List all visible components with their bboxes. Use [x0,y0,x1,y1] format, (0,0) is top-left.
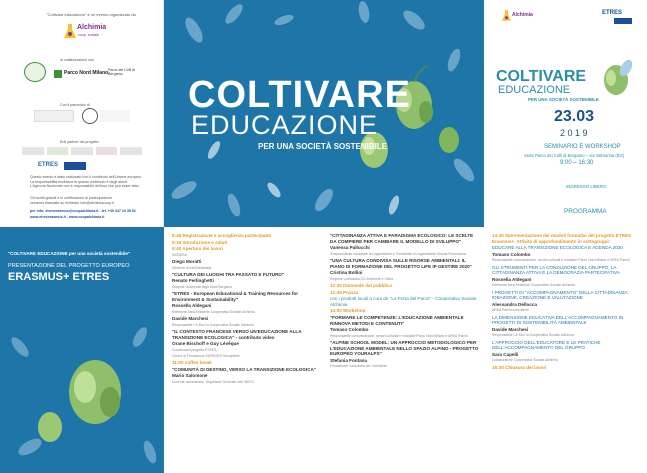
alchimia-small-logo: Alchimia [502,8,542,26]
program-item-n: Davide Marchesi [172,316,209,322]
program-item-n: Rossella Aldegani [172,303,212,309]
event-info-panel [484,0,647,227]
program-item-s: AREA Parchi consulente [492,308,529,313]
title-line2: EDUCAZIONE [498,84,571,96]
website-link[interactable]: www.etreserasmus.it - www.coopalchimia.it [30,215,105,219]
program-item-s: Referente Area Ambiente Cooperativa Sociale Alchimia [172,309,255,314]
program-item-n: Renato Ferlinghetti [172,278,214,284]
program-item-b: I PROGETTI DI "ACCOMPAGNAMENTO" DELLA CITTADINANZA: IDEAZIONE, CREAZIONE E VALUTAZIONE [492,289,630,301]
legambiente-logo [24,62,46,82]
program-item-s: MODERA [172,252,187,257]
contact-info[interactable]: per info: etreserasmus@coopalchimia.it - tel. +39 347 10 35 51 [30,209,136,213]
event-year: 2 0 1 9 [560,128,588,138]
program-item-o: 8:45 Registrazione e accoglienza partecipanti [172,233,272,238]
program-item-n: Tomaso Colombo [330,327,369,333]
program-item-n: Diego Moratti [172,258,202,264]
alchimia-name: Alchimia [77,24,107,31]
erasmus-logo [64,162,86,170]
program-item-h: "CITTADINANZA ATTIVA E PARADIGMA ECOLOGICO: LE SCELTE DA COMPIERE PER CAMBIARE IL MODELLO DI SVILUPPO" [330,233,474,244]
program-item-n: Tomaso Colombo [492,251,531,257]
program-item-o: 12:30 Domande dal pubblico [330,282,393,288]
disclaimer: Questo evento è stato realizzato con il contributo dell'Unione europea. La responsabilità esclusiva di quanto contenuto è degli autori. L'Agenzia Nazionale non è responsabile dell'uso che può esser fatto. [30,175,142,189]
alchimia-logo [64,22,107,40]
program-item-o: 14:30 Sperimentazione dei moduli formativi del progetto ETRES Erasmus+. Attività di approfondimento in sottogruppi: [492,233,632,244]
program-item-o: 16:30 Chiusura dei lavori [492,364,547,370]
program-item-n: Davide Marchesi [492,326,529,332]
patron-logo-1 [34,110,74,122]
program-item-n: Vanessa Pallucchi [330,245,370,251]
program-item-b: GLI STRUMENTI PER LA CONDUZIONE DEL GRUPPO, LA CITTADINANZA ATTIVA E LA DEMOCRAZIA PARTECIPATIVA [492,264,620,276]
sponsors-panel [0,0,164,227]
program-item-s: Fondazione Lombardia per l'Ambiente [330,364,388,369]
etres-small-logo: ETRES [602,10,623,16]
program-column-1 [172,233,322,386]
partner-label: Enti partner del progetto [60,140,99,144]
program-item-s: Collaboratrice Cooperativa Sociale Alchimia [492,358,558,363]
leaf-illustration [596,58,636,98]
cover-panel [164,0,484,227]
program-item-b: LA DIMENSIONE EDUCATIVA DELL'ACCOMPAGNAMENTO IN PROGETTI DI SOSTENIBILITÀ AMBIENTALE [492,314,624,326]
program-item-o: 11:00 coffee break [172,360,212,366]
project-panel [0,227,164,473]
program-item-n: Alessandra Dellocca [492,301,537,307]
program-item-s: Direttore di InfoSolidarietà [172,265,212,270]
program-item-h: "FORMARE LE COMPETENZE: L'EDUCAZIONE AMBIENTALE RINNOVA METODI E CONTENUTI" [330,314,464,326]
program-item-o: 12:45 Pranzo [330,289,359,295]
parco-nord-logo: Parco Nord Milano [64,70,109,76]
patronage-label: Con il patrocinio di [60,103,90,107]
program-item-s: Regione Lombardia DG Ambiente e Clima [330,276,394,281]
cover-title-line1: COLTIVARE [188,74,411,116]
program-item-s: Coordinatori progetto ETRES, [172,347,218,352]
program-item-s: Centro di Formazione SUPAGRO Montpellier [172,353,240,358]
event-date-day: 23.03 [554,108,595,125]
program-item-s: Referente Area Ambiente Cooperativa Sociale Alchimia [492,283,575,288]
etres-logo: ETRES [38,162,59,168]
title-line1: COLTIVARE [496,68,587,85]
register-note: Gli iscritti gratuiti e le certificazioni di partecipazione verranno rilasciate su richiesta: info@alchimiacoop.it [30,196,114,205]
parco-nord-icon [54,70,62,78]
program-item-n: Stefania Fontana [330,357,368,363]
program-item-s: Responsabile Ce.Mo.Ca Cooperativa Sociale Alchimia [492,333,574,338]
parco-colli-logo: Parco dei Colli di Bergamo [108,68,135,76]
program-item-s: Responsabile comunicazione, servizi culturali e educativi Parco Nord Milano e AREA Parchi [492,258,630,263]
program-item-h: "COMUNITÀ DI DESTINO, VERSO LA TRANSIZIONE ECOLOGICA" [172,366,317,372]
program-item-s: Responsabile Ce.Mo.Ca Cooperativa Sociale Alchimia [172,322,254,327]
program-item-s: Docente Università degli Studi Bergamo [172,284,233,289]
program-item-n: Rossella Aldegani [492,276,532,282]
program-item-n: Sara Capelli [492,351,519,357]
program-item-s: Docente universitario, Segretario Generale rete WEEC [172,379,255,384]
subtitle: PER UNA SOCIETÀ SOSTENIBILE [528,97,599,102]
cover-title-line2: EDUCAZIONE [191,110,379,140]
alchimia-sub: coop. sociale [78,33,99,37]
program-item-h: "IL CONTESTO FRANCESE VERSO UN'EDUCAZIONE ALLA TRANSIZIONE ECOLOGICA" - contributo video [172,328,302,340]
intro-text: "Coltivare educazione" è un evento organizzato da [46,12,136,17]
flask-icon [64,24,76,38]
partner-logos [22,147,142,155]
program-item-t: con i prodotti locali a cura de "La Porta del Parco" - Cooperativa Sociale Alchimia [330,296,477,307]
program-item-n: Cristina Bollini [330,270,363,276]
intro-quote: "COLTIVARE EDUCAZIONE per una società sostenibile" [8,251,131,256]
event-venue: Sede Parco dei Colli di Bergamo – via Valmarina (BG) [524,153,625,158]
cover-subtitle: PER UNA SOCIETÀ SOSTENIBILE [258,142,388,151]
entry-info: INGRESSO LIBERO [566,184,607,189]
program-item-n: Orane Bischoff e Guy Lévêque [172,341,239,347]
program-item-s: Vicepresidente nazionale di Legambiente e Presidente di Legambiente Scuola Formazione [330,251,467,256]
program-item-h: "ETRES - European Educational & Training Resources for Environment & Sustainability" [172,291,298,302]
presentation-label: PRESENTAZIONE DEL PROGETTO EUROPEO [8,263,130,269]
program-item-h: "CULTURA DEI LUOGHI TRA PASSATO E FUTURO" [172,271,285,277]
program-column-3 [492,233,642,371]
flask-icon [502,10,511,21]
program-column-2 [330,233,480,371]
project-name: ERASMUS+ ETRES [8,271,110,283]
university-seal [82,108,98,124]
collab-label: In collaborazione con [60,58,94,62]
event-time: 9:00 – 16:30 [560,160,594,166]
program-item-o: 9:40 Apertura dei lavori [172,246,223,252]
event-type: SEMINARIO E WORKSHOP [544,144,621,150]
program-item-n: Mario Salomone [172,373,208,379]
university-logo [100,110,130,122]
program-item-o: 14:00 Workshop [330,308,366,314]
program-item-o: 9:15 Introduzione e saluti [172,239,228,245]
program-item-s: Responsabile comunicazione, servizi culturali e educativi Parco Nord Milano e AREA Parchi [330,333,468,338]
erasmus-small-logo [614,18,632,24]
program-label: PROGRAMMA [564,208,607,215]
program-item-b: EDUCARE ALLA TRANSIZIONE ECOLOGICA E AGENDA 2030 [492,245,623,251]
program-panel [164,227,647,473]
program-item-h: "ALPINE SCHOOL MODEL: UN APPROCCIO METODOLOGICO PER L'EDUCAZIONE AMBIENTALE NELLO SPAZIO ALPINO - PROGETTO EUROPEO YOURALPS" [330,339,479,357]
program-item-b: L'APPROCCIO DELL'EDUCATORE E LE PRATICHE DELL'ACCOMPAGNAMENTO DEL GRUPPO [492,339,601,351]
program-item-h: "UNA CULTURA CONDIVISA SULLE RISORSE AMBIENTALI: IL PIANO DI FORMAZIONE DEL PROGETTO LIFE IP GESTIRE 2020" [330,257,472,269]
